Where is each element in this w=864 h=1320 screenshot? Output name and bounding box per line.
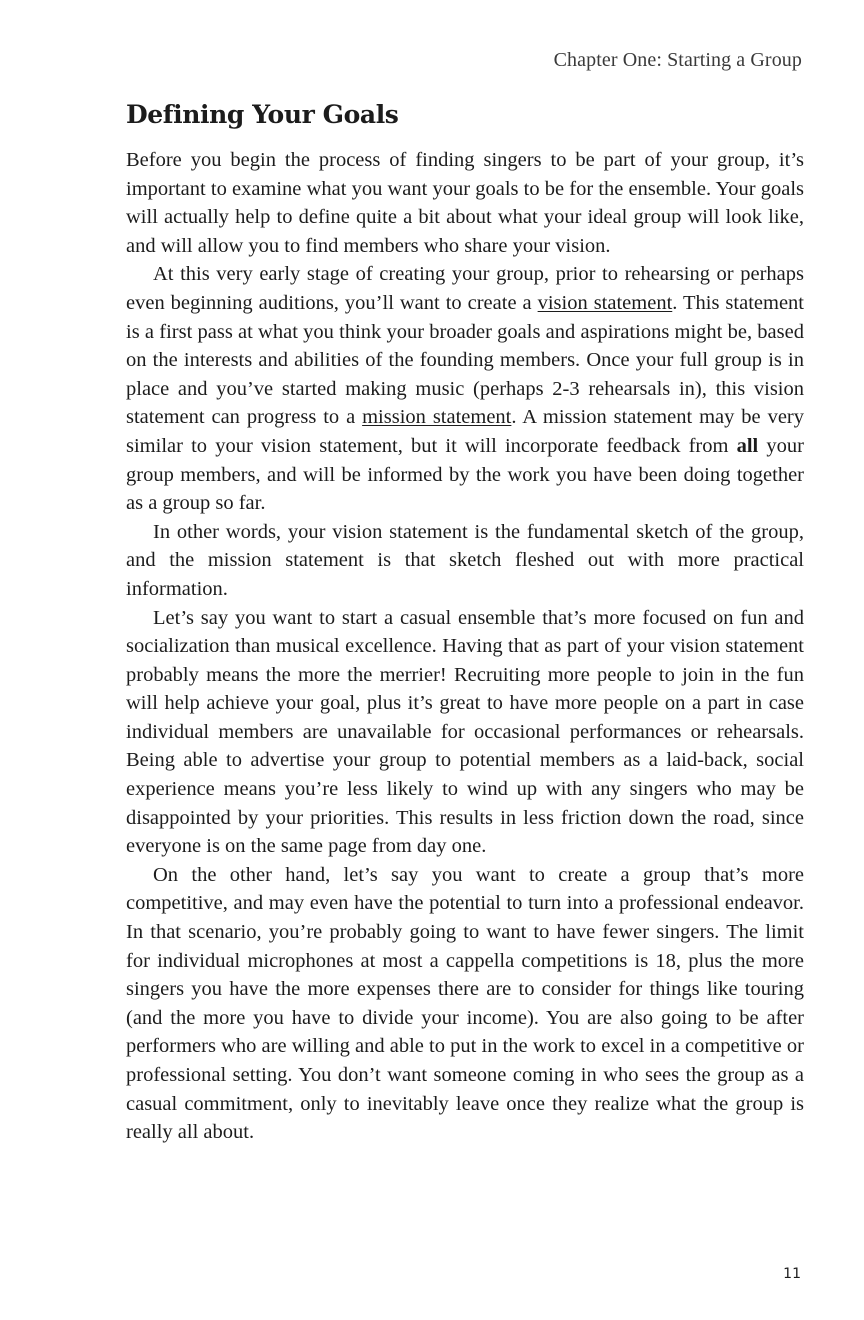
mission-statement-term: mission statement	[362, 406, 512, 429]
paragraph-vision-statement	[126, 260, 804, 517]
paragraph-text: your group members, and will be informed by the work you have been doing together as a group so far.	[126, 434, 804, 515]
paragraph-text: . This statement is a first pass at what you think your broader goals and aspirations might be, based on the interests and abilities of the founding members. Once your full group is in place and you’ve started making music (perhaps 2-3 rehearsals in), this vision statement can progress to a	[126, 291, 804, 429]
section-heading: Defining Your Goals	[126, 100, 399, 129]
paragraph-text: At this very early stage of creating your group, prior to rehearsing or perhaps even beginning auditions, you’ll want to create a	[126, 263, 804, 314]
emphasis-all: all	[736, 434, 759, 457]
paragraph-casual-ensemble: Let’s say you want to start a casual ensemble that’s more focused on fun and socialization than musical excellence. Having that as part of your vision statement probably means the more the merrier! Recruiting more people to join in the fun will help achieve your goal, plus it’s great to have more people on a part in case individual members are unavailable for occasional performances or rehearsals. Being able to advertise your group to potential members as a laid-back, social experience means you’re less likely to wind up with any singers who may be disappointed by your priorities. This results in less friction down the road, since everyone is on the same page from day one.	[126, 606, 804, 858]
running-head: Chapter One: Starting a Group	[553, 49, 802, 71]
paragraph-in-other-words: In other words, your vision statement is the fundamental sketch of the group, and the mission statement is that sketch fleshed out with more practical information.	[126, 520, 804, 600]
paragraph-intro: Before you begin the process of finding singers to be part of your group, it’s important to examine what you want your goals to be for the ensemble. Your goals will actually help to define quite a bit about what your ideal group will look like, and will allow you to find members who share your vision.	[126, 149, 804, 257]
page-number: 11	[783, 1266, 801, 1282]
paragraph-competitive-group: On the other hand, let’s say you want to create a group that’s more competitive, and may even have the potential to turn into a professional endeavor. In that scenario, you’re probably going to want to have fewer singers. The limit for individual microphones at most a cappella competitions is 18, plus the more singers you have the more expenses there are to consider for things like touring (and the more you have to divide your income). You are also going to be after performers who are willing and able to put in the work to excel in a competitive or professional setting. You don’t want someone coming in who sees the group as a casual commitment, only to inevitably leave once they realize what the group is really all about.	[126, 863, 804, 1144]
vision-statement-term: vision statement	[537, 291, 673, 314]
paragraph-text: . A mission statement may be very similar to your vision statement, but it will incorporate feedback from	[126, 406, 804, 457]
body-text	[126, 146, 804, 1147]
